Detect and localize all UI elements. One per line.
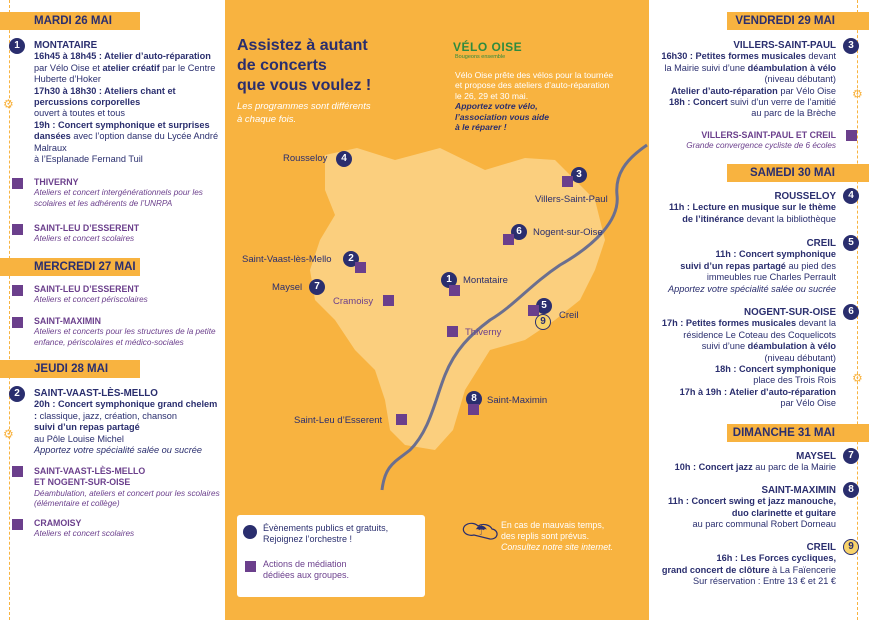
weather-line: des replis sont prévus.	[501, 530, 590, 541]
event-text: suivi d’un verre de l’amitié	[727, 97, 836, 108]
subheadline-line: à chaque fois.	[237, 114, 297, 125]
event-time: 17h30 à 18h30 : Ateliers chant et percussions corporelles	[34, 85, 176, 108]
event-desc: Ateliers et concert intergénérationnels pour les scolaires et les adhérents de l’UNRPA	[34, 188, 203, 208]
place-nogent: Nogent-sur-Oise	[533, 227, 603, 238]
mediation-square	[12, 466, 23, 477]
marker-6: 6	[511, 224, 527, 240]
mediation-square	[12, 317, 23, 328]
event-villers	[649, 40, 836, 120]
velo-text-line: Vélo Oise prête des vélos pour la tournée	[455, 70, 614, 80]
event-thiverny	[34, 177, 214, 209]
event-text-bold: de l’itinérance	[682, 213, 745, 224]
event-time: 18h : Concert symphonique	[715, 364, 836, 375]
marker-2: 2	[9, 386, 25, 402]
event-text-bold: suivi d’un repas partagé	[680, 260, 786, 271]
event-time: 11h : Lecture en musique sur le thème	[669, 202, 836, 213]
event-text: par le Centre Huberte d’Hoker	[34, 62, 216, 85]
event-time: 16h45 à 18h45 : Atelier d’auto-réparation	[34, 51, 211, 62]
marker-2: 2	[343, 251, 359, 267]
day-header-mercredi: MERCREDI 27 MAI	[0, 258, 140, 276]
place-montataire: Montataire	[463, 275, 508, 286]
legend-mediation-icon	[245, 561, 256, 572]
event-title: SAINT-VAAST-LÈS-MELLO	[34, 466, 146, 476]
event-cramoisy	[34, 518, 214, 540]
event-venue: au parc communal Robert Dorneau	[692, 519, 836, 530]
event-title: VILLERS-SAINT-PAUL ET CREIL	[701, 130, 836, 140]
event-desc: Ateliers et concert périscolaires	[34, 295, 148, 305]
event-title: CREIL	[806, 238, 836, 249]
event-text: par Vélo Oise	[780, 398, 836, 409]
event-time: 11h : Concert swing et jazz manouche,	[668, 496, 836, 507]
marker-5: 5	[843, 235, 859, 251]
mediation-square	[447, 326, 458, 337]
mediation-square	[528, 305, 539, 316]
marker-8: 8	[843, 482, 859, 498]
left-program-column	[0, 0, 225, 620]
place-svlm: Saint-Vaast-lès-Mello	[242, 254, 332, 265]
event-text: avec l’option danse du Lycée André Malraux	[34, 131, 219, 153]
bicycle-icon: ⚙	[852, 371, 863, 385]
rain-icon: ☂	[475, 522, 488, 538]
day-header-dimanche: DIMANCHE 31 MAI	[727, 424, 869, 442]
mediation-square	[12, 519, 23, 530]
velo-oise-logo: VÉLO OISE	[453, 40, 523, 54]
event-svlm	[34, 388, 220, 456]
event-time: 20h : Concert symphonique grand chelem :	[34, 399, 218, 421]
event-venue: devant la bibliothèque	[744, 213, 836, 224]
mediation-square	[396, 414, 407, 425]
event-text: au pied des	[785, 260, 836, 271]
day-header-mardi: MARDI 26 MAI	[0, 12, 140, 30]
event-venue: au parc de la Brèche	[751, 108, 836, 119]
map-panel	[225, 0, 649, 620]
mediation-square	[383, 295, 394, 306]
event-time: 17h : Petites formes musicales	[661, 318, 797, 329]
event-text: (niveau débutant)	[764, 74, 836, 85]
event-text: par Vélo Oise	[777, 85, 836, 96]
legend-mediation-text	[263, 559, 349, 581]
event-text: suivi d’une	[701, 341, 748, 352]
velo-text-line: et propose des ateliers d’auto-réparation	[455, 80, 610, 91]
day-header-jeudi: JEUDI 28 MAI	[0, 360, 140, 378]
event-venue: à l’Esplanade Fernand Tuil	[34, 154, 143, 165]
mediation-square	[355, 262, 366, 273]
marker-3: 3	[571, 167, 587, 183]
mediation-square	[562, 176, 573, 187]
velo-cta-line: l’association vous aide	[455, 111, 550, 122]
event-venue: immeubles rue Charles Perrault	[706, 272, 836, 283]
day-header-samedi: SAMEDI 30 MAI	[727, 164, 869, 182]
event-maysel	[649, 451, 836, 474]
event-title: ROUSSELOY	[774, 191, 836, 202]
event-title: SAINT-VAAST-LÈS-MELLO	[34, 388, 158, 399]
event-text: devant	[805, 51, 836, 62]
event-text-bold: duo clarinette et guitare	[731, 507, 836, 518]
event-note: Sur réservation : Entre 13 € et 21 €	[693, 576, 836, 587]
weather-note	[501, 520, 613, 552]
marker-8: 8	[466, 391, 482, 407]
event-text-bold: déambulation à vélo	[747, 62, 836, 73]
event-time: 16h30 : Petites formes musicales	[661, 51, 806, 62]
velo-cta-line: à le réparer !	[455, 122, 507, 133]
marker-3: 3	[843, 38, 859, 54]
event-desc: Déambulation, ateliers et concert pour les scolaires (élémentaire et collège)	[34, 488, 220, 509]
marker-6: 6	[843, 304, 859, 320]
legend-public-icon	[243, 525, 257, 539]
event-nogent	[649, 307, 836, 410]
event-text-bold: grand concert de clôture	[661, 564, 770, 575]
headline-line: Assistez à autant	[237, 37, 368, 54]
weather-line: En cas de mauvais temps,	[501, 520, 605, 530]
event-rousseloy	[649, 191, 836, 225]
event-text-bold: déambulation à vélo	[747, 341, 836, 352]
marker-5: 5	[536, 298, 552, 314]
event-title: SAINT-MAXIMIN	[34, 316, 101, 326]
place-villers: Villers-Saint-Paul	[535, 194, 608, 205]
event-venue: au Pôle Louise Michel	[34, 433, 124, 444]
event-title: MONTATAIRE	[34, 40, 98, 51]
marker-7: 7	[309, 279, 325, 295]
event-montataire	[34, 40, 220, 165]
event-text-bold: atelier créatif	[102, 62, 160, 73]
marker-9: 9	[535, 314, 551, 330]
legend-public-text	[263, 523, 388, 545]
legend-line: Rejoignez l’orchestre !	[263, 534, 353, 544]
velo-oise-text	[455, 70, 613, 132]
mediation-square	[12, 224, 23, 235]
event-time: 17h à 19h : Atelier d’auto-réparation	[679, 386, 836, 397]
event-time: 10h : Concert jazz	[674, 462, 753, 473]
day-header-vendredi: VENDREDI 29 MAI	[727, 12, 869, 30]
place-stleu: Saint-Leu d’Esserent	[294, 415, 383, 426]
event-title: SAINT-LEU D’ESSERENT	[34, 223, 140, 233]
event-stmax	[649, 485, 836, 531]
event-title: THIVERNY	[34, 177, 79, 187]
event-title: MAYSEL	[796, 451, 836, 462]
event-stleu-1	[34, 223, 214, 245]
event-stleu-2	[34, 284, 214, 306]
marker-4: 4	[843, 188, 859, 204]
event-text-bold: suivi d’un repas partagé	[34, 422, 140, 433]
event-time: 18h : Concert	[669, 97, 728, 108]
mediation-square	[449, 285, 460, 296]
event-desc: Ateliers et concert scolaires	[34, 234, 135, 244]
event-time: 16h : Les Forces cycliques,	[716, 553, 836, 564]
event-text: (niveau débutant)	[764, 352, 836, 363]
event-note: Apportez votre spécialité salée ou sucrée	[34, 445, 203, 456]
bicycle-icon: ⚙	[3, 427, 14, 441]
mediation-square	[468, 404, 479, 415]
event-note: Apportez votre spécialité salée ou sucrée	[667, 283, 836, 294]
subheadline	[237, 100, 371, 126]
mediation-square	[846, 130, 857, 141]
legend-line: Actions de médiation	[263, 559, 347, 569]
headline-line: que vous voulez !	[237, 77, 372, 94]
marker-1: 1	[9, 38, 25, 54]
marker-1: 1	[441, 272, 457, 288]
event-stmax-1	[34, 316, 220, 348]
event-text: ouvert à toutes et tous	[34, 108, 125, 119]
event-text: classique, jazz, création, chanson	[37, 410, 177, 421]
place-stmax: Saint-Maximin	[487, 395, 548, 406]
event-text: par Vélo Oise et	[34, 62, 103, 73]
event-creil	[649, 238, 836, 295]
headline-line: de concerts	[237, 57, 327, 74]
place-thiverny: Thiverny	[465, 327, 502, 338]
event-creil-2	[649, 542, 836, 588]
event-text: la Mairie suivi d’une	[664, 62, 748, 73]
subheadline-line: Les programmes sont différents	[237, 101, 371, 112]
bicycle-icon: ⚙	[852, 87, 863, 101]
event-title: SAINT-MAXIMIN	[761, 485, 836, 496]
event-text: devant la	[796, 318, 836, 329]
marker-4: 4	[336, 151, 352, 167]
event-desc: Ateliers et concert scolaires	[34, 529, 135, 539]
event-desc: Ateliers et concerts pour les structures de la petite enfance, périscolaires et médico-sociales	[34, 327, 216, 347]
velo-cta-line: Apportez votre vélo,	[455, 101, 538, 112]
event-desc: Grande convergence cycliste de 6 écoles	[686, 141, 836, 151]
event-title: CRAMOISY	[34, 518, 82, 528]
mediation-square	[12, 285, 23, 296]
place-maysel: Maysel	[272, 282, 303, 293]
event-time: 19h : Concert symphonique et surprises dansées	[34, 119, 210, 142]
left-dashed-line	[9, 0, 10, 620]
velo-text-line: le 26, 29 et 30 mai.	[455, 90, 529, 101]
event-venue: place des Trois Rois	[753, 375, 836, 386]
bicycle-icon: ⚙	[3, 97, 14, 111]
event-svlm-nogent	[34, 466, 220, 509]
legend-box	[237, 515, 425, 597]
headline	[237, 36, 371, 96]
right-program-column	[649, 0, 869, 620]
place-creil: Creil	[559, 310, 579, 321]
velo-oise-tagline: Bougeons ensemble	[455, 54, 506, 60]
marker-9: 9	[843, 539, 859, 555]
legend-line: Évènements publics et gratuits,	[263, 523, 389, 533]
event-title: VILLERS-SAINT-PAUL	[733, 40, 836, 51]
event-title: SAINT-LEU D’ESSERENT	[34, 284, 140, 294]
weather-line: Consultez notre site internet.	[501, 541, 613, 552]
event-title: ET NOGENT-SUR-OISE	[34, 477, 131, 488]
event-venue: au parc de la Mairie	[752, 462, 836, 473]
mediation-square	[12, 178, 23, 189]
marker-7: 7	[843, 448, 859, 464]
event-text-bold: Atelier d’auto-réparation	[671, 85, 778, 96]
place-rousseloy: Rousseloy	[283, 153, 328, 164]
event-time: 11h : Concert symphonique	[715, 249, 836, 260]
place-cramoisy: Cramoisy	[333, 296, 374, 307]
event-title: NOGENT-SUR-OISE	[744, 307, 836, 318]
event-villers-creil	[649, 130, 836, 152]
event-title: CREIL	[806, 542, 836, 553]
event-venue: résidence Le Coteau des Coquelicots	[683, 329, 836, 340]
mediation-square	[503, 234, 514, 245]
event-venue: à La Faïencerie	[769, 564, 836, 575]
legend-line: dédiées aux groupes.	[263, 570, 350, 580]
